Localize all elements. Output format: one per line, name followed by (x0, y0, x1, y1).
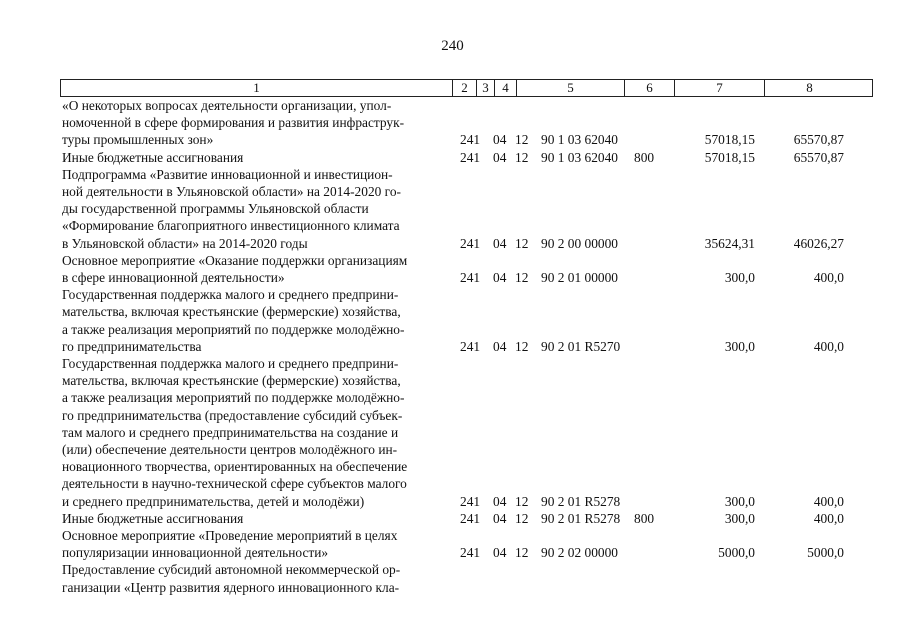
cell-col-3: 04 (493, 149, 507, 165)
column-header-7: 7 (675, 80, 765, 96)
cell-col-5: 90 1 03 62040 (541, 149, 618, 165)
cell-col-7: 57018,15 (704, 149, 755, 165)
description-line: в сфере инновационной деятельности» (62, 270, 285, 286)
cell-col-3: 04 (493, 545, 507, 561)
description-line: го предпринимательства (предоставление субсидий субъек- (62, 407, 403, 423)
cell-col-8: 65570,87 (793, 149, 844, 165)
cell-col-8: 46026,27 (793, 235, 844, 251)
cell-col-4: 12 (515, 235, 529, 251)
cell-col-4: 12 (515, 493, 529, 509)
cell-col-5: 90 2 01 00000 (541, 270, 618, 286)
table-row (62, 355, 873, 510)
description-line: Иные бюджетные ассигнования (62, 510, 244, 526)
cell-col-2: 241 (460, 545, 481, 561)
description-line: Государственная поддержка малого и среднего предприни- (62, 287, 399, 303)
description-line: (или) обеспечение деятельности центров молодёжного ин- (62, 442, 398, 458)
cell-col-7: 57018,15 (704, 132, 755, 148)
cell-col-6: 800 (634, 510, 655, 526)
row-codes (62, 579, 873, 596)
cell-col-5: 90 2 02 00000 (541, 545, 618, 561)
cell-col-6: 800 (634, 149, 655, 165)
description-line: Иные бюджетные ассигнования (62, 149, 244, 165)
cell-col-7: 300,0 (724, 338, 755, 354)
cell-col-5: 90 2 01 R5278 (541, 493, 621, 509)
table-row (62, 510, 873, 527)
cell-col-2: 241 (460, 493, 481, 509)
table-row (62, 149, 873, 166)
description-line: мательства, включая крестьянские (фермерские) хозяйства, (62, 304, 401, 320)
table-row (62, 527, 873, 561)
cell-col-5: 90 2 01 R5270 (541, 338, 621, 354)
column-header-4: 4 (495, 80, 517, 96)
row-codes (62, 131, 873, 148)
cell-col-2: 241 (460, 149, 481, 165)
description-line: Государственная поддержка малого и среднего предприни- (62, 356, 399, 372)
description-line: новационного творчества, ориентированных на обеспечение (62, 459, 408, 475)
cell-col-4: 12 (515, 338, 529, 354)
description-line: там малого и среднего предпринимательства на создание и (62, 424, 399, 440)
row-codes (62, 544, 873, 561)
column-header-8: 8 (806, 80, 813, 95)
cell-col-5: 90 2 01 R5278 (541, 510, 621, 526)
column-header-3: 3 (477, 80, 495, 96)
table-row (62, 286, 873, 355)
table-row (62, 166, 873, 252)
cell-col-3: 04 (493, 338, 507, 354)
page-number: 240 (441, 38, 464, 54)
description-line: го предпринимательства (62, 338, 202, 354)
table-row (62, 97, 873, 149)
cell-col-4: 12 (515, 149, 529, 165)
row-codes (62, 269, 873, 286)
table-row (62, 561, 873, 595)
row-codes (62, 510, 873, 527)
description-line: популяризации инновационной деятельности» (62, 545, 329, 561)
description-line: и среднего предпринимательства, детей и молодёжи) (62, 493, 365, 509)
cell-col-2: 241 (460, 338, 481, 354)
description-line: мательства, включая крестьянские (фермерские) хозяйства, (62, 373, 401, 389)
row-codes (62, 149, 873, 166)
cell-col-8: 400,0 (813, 493, 844, 509)
cell-col-3: 04 (493, 132, 507, 148)
description-line: в Ульяновской области» на 2014-2020 годы (62, 235, 308, 251)
column-header-1: 1 (61, 80, 453, 96)
cell-col-8: 400,0 (813, 338, 844, 354)
row-codes (62, 493, 873, 510)
cell-col-5: 90 2 00 00000 (541, 235, 618, 251)
description-line: деятельности в научно-технической сфере субъектов малого (62, 476, 407, 492)
cell-col-4: 12 (515, 270, 529, 286)
cell-col-7: 35624,31 (704, 235, 755, 251)
description-line: ды государственной программы Ульяновской области (62, 201, 369, 217)
cell-col-8: 65570,87 (793, 132, 844, 148)
cell-col-2: 241 (460, 270, 481, 286)
description-line: ной деятельности в Ульяновской области» на 2014-2020 го- (62, 184, 401, 200)
description-line: Подпрограмма «Развитие инновационной и инвестицион- (62, 166, 393, 182)
description-line: а также реализация мероприятий по поддержке молодёжно- (62, 321, 405, 337)
cell-col-2: 241 (460, 132, 481, 148)
cell-col-5: 90 1 03 62040 (541, 132, 618, 148)
cell-col-7: 5000,0 (718, 545, 755, 561)
cell-col-3: 04 (493, 493, 507, 509)
description-line: «О некоторых вопросах деятельности организации, упол- (62, 98, 392, 113)
description-line: Основное мероприятие «Оказание поддержки организациям (62, 252, 408, 268)
column-header-5: 5 (517, 80, 625, 96)
column-header-6: 6 (625, 80, 675, 96)
cell-col-2: 241 (460, 235, 481, 251)
description-line: Основное мероприятие «Проведение мероприятий в целях (62, 528, 398, 544)
budget-table-body (62, 97, 873, 596)
cell-col-3: 04 (493, 235, 507, 251)
cell-col-8: 400,0 (813, 270, 844, 286)
cell-col-7: 300,0 (724, 493, 755, 509)
cell-col-3: 04 (493, 270, 507, 286)
cell-col-8: 5000,0 (807, 545, 844, 561)
description-line: а также реализация мероприятий по поддержке молодёжно- (62, 390, 405, 406)
row-description (62, 355, 454, 510)
cell-col-3: 04 (493, 510, 507, 526)
row-codes (62, 338, 873, 355)
description-line: Предоставление субсидий автономной некоммерческой ор- (62, 562, 401, 578)
cell-col-4: 12 (515, 132, 529, 148)
cell-col-4: 12 (515, 545, 529, 561)
cell-col-7: 300,0 (724, 270, 755, 286)
cell-col-2: 241 (460, 510, 481, 526)
row-codes (62, 235, 873, 252)
table-row (62, 252, 873, 286)
column-header-2: 2 (453, 80, 477, 96)
description-line: «Формирование благоприятного инвестиционного климата (62, 218, 400, 234)
description-line: ганизации «Центр развития ядерного инновационного кла- (62, 579, 400, 595)
cell-col-4: 12 (515, 510, 529, 526)
description-line: номоченной в сфере формирования и развития инфраструк- (62, 115, 405, 131)
description-line: туры промышленных зон» (62, 132, 214, 148)
cell-col-8: 400,0 (813, 510, 844, 526)
table-header (60, 79, 873, 97)
cell-col-7: 300,0 (724, 510, 755, 526)
